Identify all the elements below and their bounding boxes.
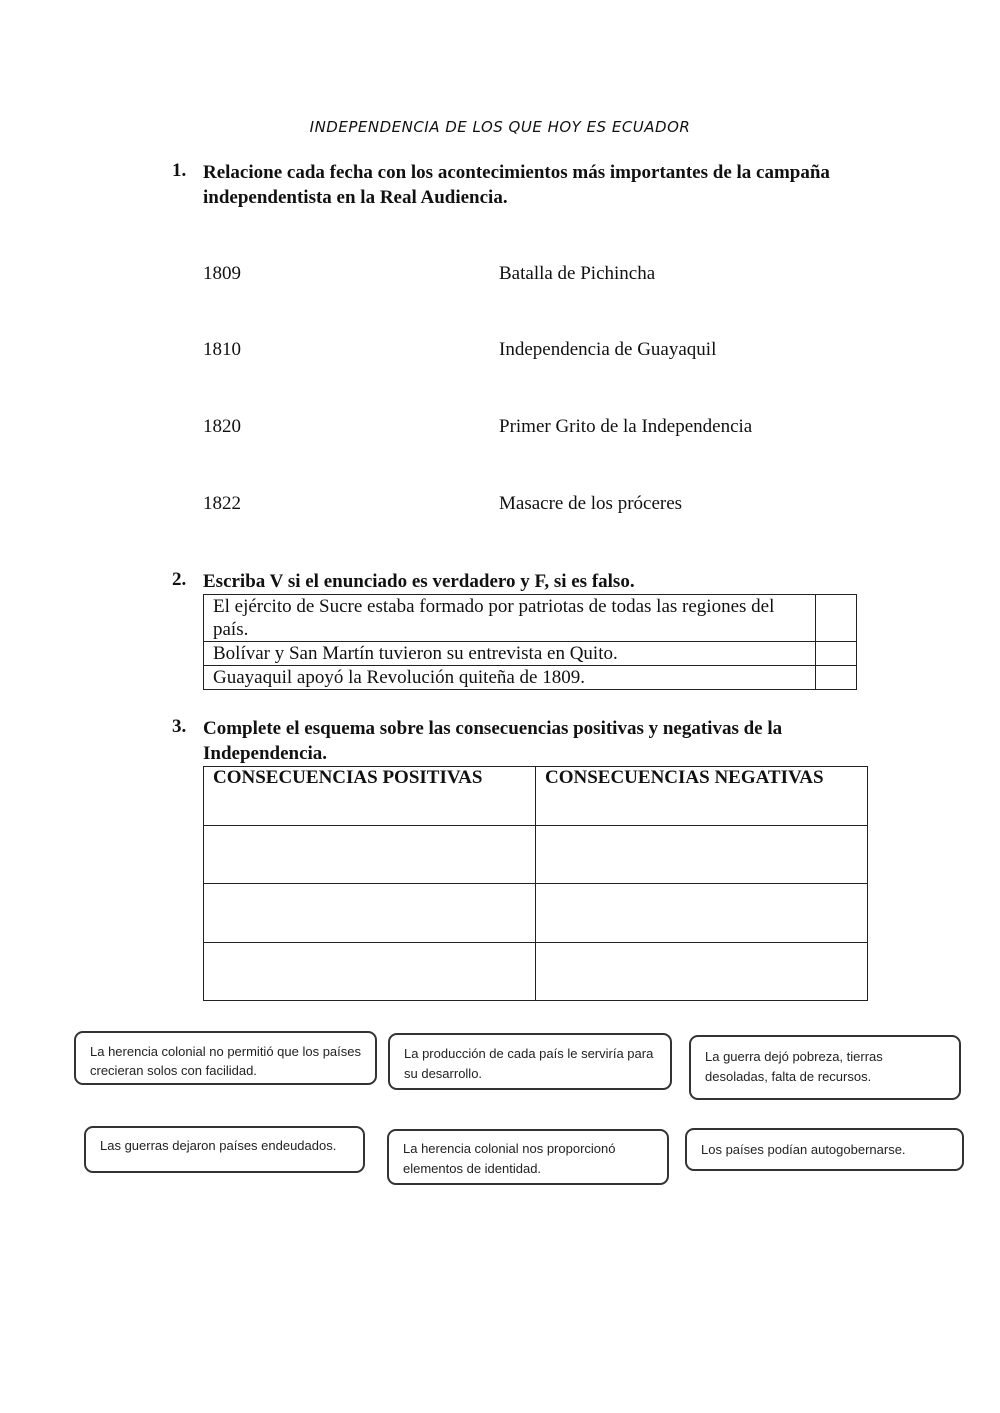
question-1-number: 1. bbox=[172, 160, 187, 181]
drop-zone-positive[interactable] bbox=[204, 942, 536, 1000]
event-batalla-pichincha[interactable]: Batalla de Pichincha bbox=[499, 263, 656, 284]
table-row bbox=[204, 595, 857, 642]
date-1822[interactable]: 1822 bbox=[203, 493, 241, 514]
date-1810[interactable]: 1810 bbox=[203, 339, 241, 360]
draggable-card[interactable]: Los países podían autogobernarse. bbox=[685, 1128, 964, 1171]
table-row bbox=[204, 942, 868, 1000]
answer-cell[interactable] bbox=[816, 595, 857, 642]
drop-zone-negative[interactable] bbox=[536, 884, 868, 942]
drop-zone-negative[interactable] bbox=[536, 942, 868, 1000]
event-independencia-guayaquil[interactable]: Independencia de Guayaquil bbox=[499, 339, 717, 360]
statement-cell: El ejército de Sucre estaba formado por patriotas de todas las regiones del país. bbox=[204, 595, 816, 642]
table-row bbox=[204, 666, 857, 690]
true-false-table bbox=[203, 594, 857, 690]
table-header-row bbox=[204, 767, 868, 826]
question-3-text: Complete el esquema sobre las consecuencias positivas y negativas de la Independencia. bbox=[203, 718, 783, 764]
question-2-number: 2. bbox=[172, 569, 187, 590]
drop-zone-positive[interactable] bbox=[204, 884, 536, 942]
question-2-text: Escriba V si el enunciado es verdadero y F, si es falso. bbox=[203, 571, 635, 592]
draggable-card[interactable]: La herencia colonial nos proporcionó elementos de identidad. bbox=[387, 1129, 669, 1185]
question-3-number: 3. bbox=[172, 716, 187, 737]
header-positive: CONSECUENCIAS POSITIVAS bbox=[204, 767, 536, 826]
question-1-text: Relacione cada fecha con los acontecimientos más importantes de la campaña independentista en la Real Audiencia. bbox=[203, 162, 830, 208]
statement-cell: Bolívar y San Martín tuvieron su entrevista en Quito. bbox=[204, 642, 816, 666]
consequences-table bbox=[203, 766, 868, 1001]
draggable-card[interactable]: La guerra dejó pobreza, tierras desoladas, falta de recursos. bbox=[689, 1035, 961, 1100]
table-row bbox=[204, 884, 868, 942]
drop-zone-positive[interactable] bbox=[204, 826, 536, 884]
header-negative: CONSECUENCIAS NEGATIVAS bbox=[536, 767, 868, 826]
statement-cell: Guayaquil apoyó la Revolución quiteña de 1809. bbox=[204, 666, 816, 690]
date-1809[interactable]: 1809 bbox=[203, 263, 241, 284]
answer-cell[interactable] bbox=[816, 666, 857, 690]
event-masacre-proceres[interactable]: Masacre de los próceres bbox=[499, 493, 683, 514]
table-row bbox=[204, 642, 857, 666]
answer-cell[interactable] bbox=[816, 642, 857, 666]
draggable-card[interactable]: Las guerras dejaron países endeudados. bbox=[84, 1126, 365, 1173]
draggable-card[interactable]: La producción de cada país le serviría para su desarrollo. bbox=[388, 1033, 672, 1090]
table-row bbox=[204, 826, 868, 884]
draggable-card[interactable]: La herencia colonial no permitió que los países crecieran solos con facilidad. bbox=[74, 1031, 377, 1085]
date-1820[interactable]: 1820 bbox=[203, 416, 241, 437]
worksheet-title: INDEPENDENCIA DE LOS QUE HOY ES ECUADOR bbox=[309, 118, 691, 136]
drop-zone-negative[interactable] bbox=[536, 826, 868, 884]
event-primer-grito[interactable]: Primer Grito de la Independencia bbox=[499, 416, 753, 437]
